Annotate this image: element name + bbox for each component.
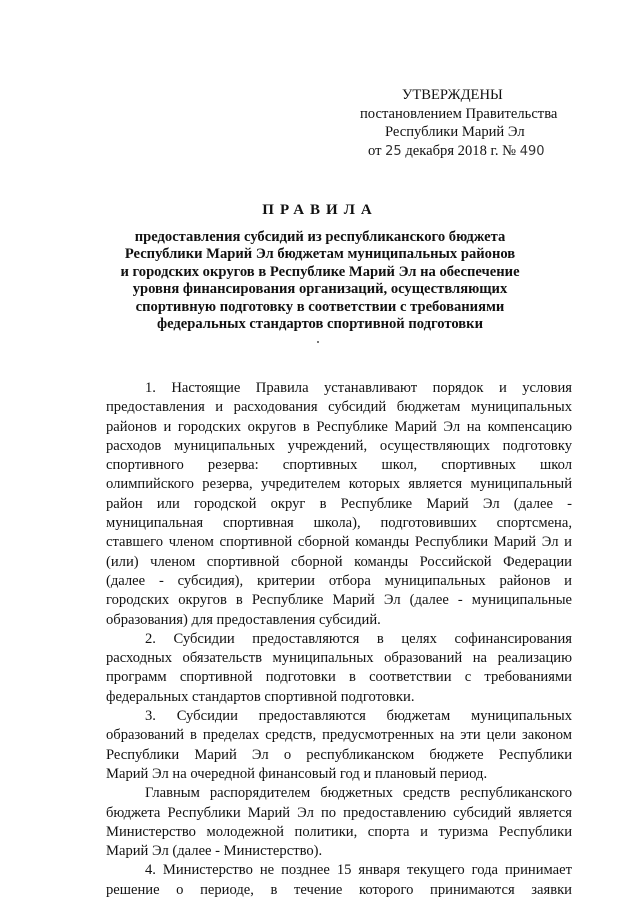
body-line: районов и городских округов в Республике Марий Эл на компенсацию [106, 418, 572, 435]
body-line: бюджета Республики Марий Эл по предоставлению субсидий является [106, 804, 572, 821]
subtitle-line: федеральных стандартов спортивной подготовки [157, 316, 483, 333]
subtitle-line: уровня финансирования организаций, осуществляющих [132, 281, 508, 298]
body-line: 1. Настоящие Правила устанавливают порядок и условия [145, 380, 572, 396]
body-line: городских округов в Республике Марий Эл (далее - муниципальные [106, 592, 572, 609]
body-line: (далее - субсидия), критерии отбора муниципальных районов и [106, 572, 572, 589]
approval-resolution: постановлением Правительства [360, 105, 558, 122]
body-line: предоставления и расходования субсидий бюджетам муниципальных [106, 399, 572, 416]
body-line: олимпийского резерва, учредителем которых является муниципальный [106, 476, 572, 493]
approval-republic: Республики Марий Эл [385, 124, 525, 140]
body-line: расходных обязательств муниципальных образований на реализацию [106, 650, 572, 667]
body-line: образований в пределах средств, предусмотренных на эти цели законом [106, 727, 572, 744]
body-line: Главным распорядителем бюджетных средств республиканского [145, 785, 572, 802]
approval-date-mid: декабря 2018 г. № [405, 142, 517, 159]
approval-date-prefix: от [368, 142, 382, 159]
body-line: образования) для предоставления субсидий. [106, 611, 381, 628]
subtitle-line: спортивную подготовку в соответствии с требованиями [135, 298, 505, 315]
document-heading [100, 200, 540, 333]
body-line: ставшего членом спортивной сборной команды Республики Марий Эл и [106, 534, 572, 551]
approval-date-line [360, 142, 600, 162]
body-line: Республики Марий Эл о республиканском бюджете Республики [106, 746, 572, 763]
body-line: программ спортивной подготовки в соответствии с требованиями [106, 669, 572, 686]
document-subtitle [100, 229, 540, 333]
body-line: 3. Субсидии предоставляются бюджетам муниципальных [145, 708, 572, 725]
body-line: (или) членом спортивной сборной команды Российской Федерации [106, 553, 572, 570]
body-line: муниципальная спортивная школа), подготовивших спортсмена, [106, 515, 572, 532]
document-title: ПРАВИЛА [262, 202, 378, 218]
body-line: федеральных стандартов спортивной подготовки. [106, 688, 415, 705]
body-line: 2. Субсидии предоставляются в целях софинансирования [145, 630, 572, 647]
body-line: Марий Эл на очередной финансовый год и плановый период. [106, 765, 488, 782]
subtitle-line: и городских округов в Республике Марий Эл на обеспечение [120, 263, 520, 280]
document-body [106, 379, 572, 900]
body-line: расходов муниципальных учреждений, осуществляющих подготовку [106, 437, 572, 454]
body-line: решение о периоде, в течение которого принимаются заявки [106, 881, 572, 898]
body-line: район или городской округ в Республике Марий Эл (далее - [106, 495, 572, 512]
body-line: Марий Эл (далее - Министерство). [106, 843, 323, 860]
approval-number: 490 [519, 143, 545, 159]
approval-date-day: 25 [385, 143, 402, 159]
approval-stamp [360, 86, 600, 161]
body-line: Министерство молодежной политики, спорта и туризма Республики [106, 823, 572, 840]
scan-mark [317, 341, 319, 343]
approval-title: УТВЕРЖДЕНЫ [402, 87, 503, 103]
subtitle-line: Республики Марий Эл бюджетам муниципальных районов [124, 246, 516, 263]
body-line: спортивного резерва: спортивных школ, спортивных школ [106, 457, 572, 474]
body-line: 4. Министерство не позднее 15 января текущего года принимает [145, 862, 572, 879]
subtitle-line: предоставления субсидий из республиканского бюджета [134, 229, 506, 245]
